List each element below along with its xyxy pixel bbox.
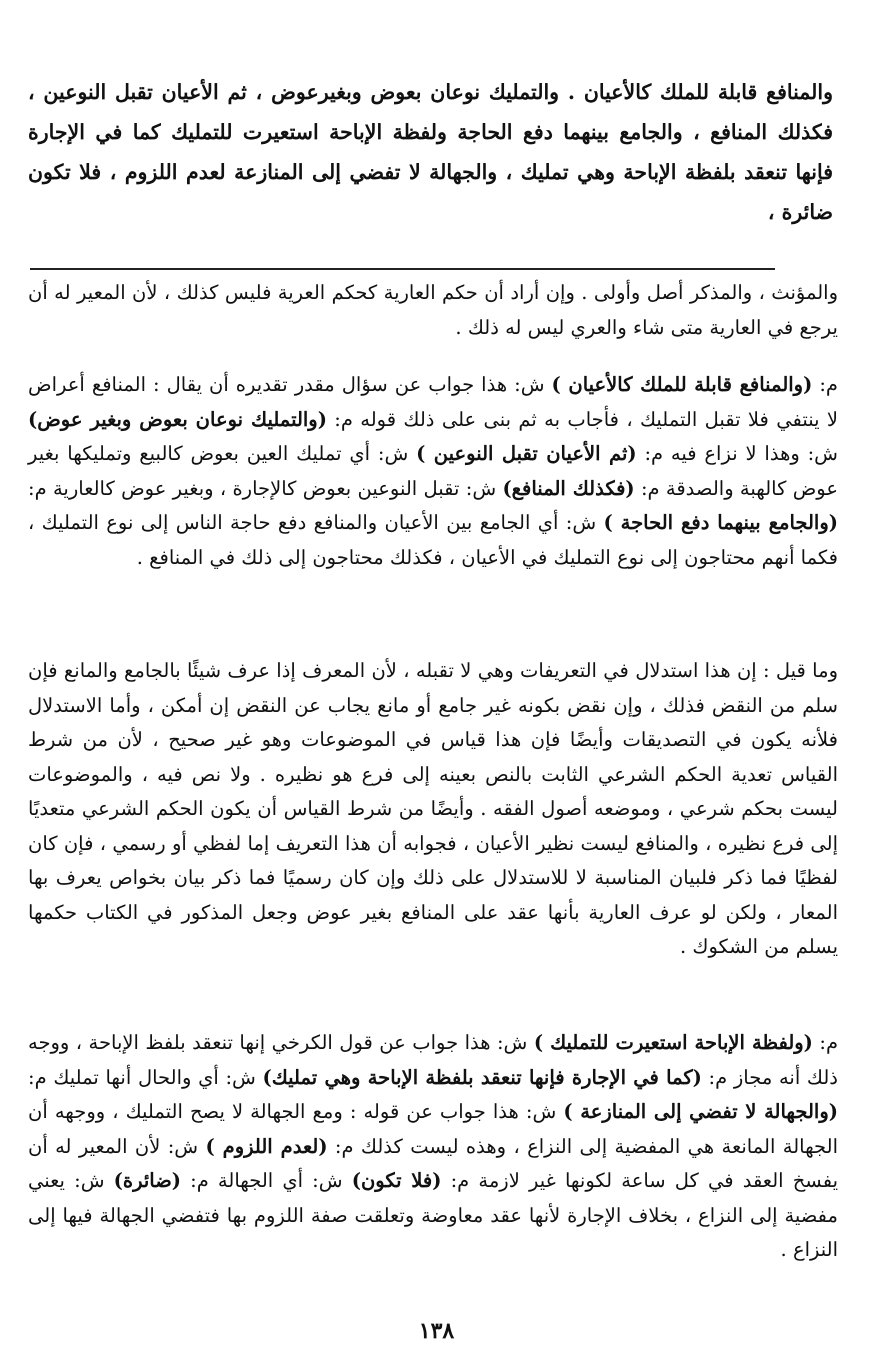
quoted-text: (لعدم اللزوم ) bbox=[205, 1134, 328, 1158]
quoted-text: (والجامع بينهما دفع الحاجة ) bbox=[603, 511, 838, 534]
commentary-text: ش: هذا جواب عن قول الكرخي إنها تنعقد بلفظ الإباحة ، ووجه ذلك أنه مجاز م: bbox=[28, 1031, 838, 1089]
commentary-paragraph-2 bbox=[28, 368, 838, 575]
commentary-text: ش: يعني مفضية إلى النزاع ، بخلاف الإجارة لأنها عقد معاوضة وتعلقت صفة اللزوم بها فتفضي الجهالة فيها إلى النزاع . bbox=[28, 1169, 838, 1261]
commentary-paragraph-1: والمؤنث ، والمذكر أصل وأولى . وإن أراد أن حكم العارية كحكم العرية فليس كذلك ، لأن المعير له أن يرجع في العارية متى شاء والعري ليس له ذلك . bbox=[28, 281, 838, 339]
quoted-text: (كما في الإجارة فإنها تنعقد بلفظة الإباحة وهي تمليك) bbox=[262, 1065, 702, 1089]
quoted-text: (فلا تكون) bbox=[351, 1169, 442, 1192]
commentary-marker: م: bbox=[812, 1031, 839, 1054]
commentary-text: ش: أي تمليك العين بعوض كالبيع وتمليكها بغير عوض كالهبة والصدقة م: bbox=[28, 442, 838, 500]
page-number: ١٣٨ bbox=[418, 1318, 455, 1344]
quoted-text: (فكذلك المنافع) bbox=[502, 476, 635, 500]
commentary-paragraph-3: وما قيل : إن هذا استدلال في التعريفات وهي لا تقبله ، لأن المعرف إذا عرف شيئًا بالجامع والمانع فإن سلم من النقض فذلك ، وإن نقض بكونه غير جامع أو مانع يجاب عن النقض إن أمكن ، وأما الاستدلال فلأنه يكون في التصديقات وأيضًا فإن هذا قياس في الموضوعات وهو غير صحيح ، لأن من شرط القياس تعدية الحكم الشرعي الثابت بالنص بعينه إلى فرع هو نظيره . ولا نص فيه ، والموضوعات ليست بحكم شرعي ، وموضعه أصول الفقه . وأيضًا من شرط القياس أن يكون الحكم الشرعي متعديًا إلى فرع نظيره ، والمنافع ليست نظير الأعيان ، فجوابه أن هذا التعريف إما لفظي أو رسمي ، فإن كان لفظيًا فما ذكر فلبيان المناسبة لا للاستدلال على ذلك وإن كان رسميًا فما ذكر بيان بخواص يعرف بها المعار ، ولكن لو عرف العارية بأنها عقد على المنافع بغير عوض وجعل المذكور في الكتاب حكمها يسلم من الشكوك . bbox=[28, 659, 838, 958]
quoted-text: (والمنافع قابلة للملك كالأعيان ) bbox=[551, 373, 813, 396]
commentary-text: ش: أي والحال أنها تمليك م: bbox=[28, 1065, 263, 1089]
quoted-text: (والتمليك نوعان بعوض وبغير عوض) bbox=[28, 407, 327, 431]
commentary-text: ش: وهذا لا نزاع فيه م: bbox=[636, 442, 838, 465]
quoted-text: (ولفظة الإباحة استعيرت للتمليك ) bbox=[533, 1031, 813, 1054]
commentary-text: ش: هذا جواب عن قوله : ومع الجهالة لا يصح التمليك ، ووجهه أن الجهالة المانعة هي المفضية إلى النزاع ، وهذه ليست كذلك م: bbox=[28, 1100, 839, 1158]
commentary-text: ش: تقبل النوعين بعوض كالإجارة ، وبغير عوض كالعارية م: bbox=[28, 476, 503, 500]
commentary-marker: م: bbox=[812, 373, 838, 396]
commentary-paragraph-4 bbox=[28, 1026, 838, 1268]
quoted-text: (والجهالة لا تفضي إلى المنازعة ) bbox=[563, 1100, 838, 1123]
commentary-text: ش: لأن المعير له أن يفسخ العقد في كل ساعة لكونها غير لازمة م: bbox=[28, 1134, 838, 1192]
main-text: والمنافع قابلة للملك كالأعيان . والتمليك نوعان بعوض وبغيرعوض ، ثم الأعيان تقبل النوعين ، فكذلك المنافع ، والجامع بينهما دفع الحاجة ولفظة الإباحة استعيرت للتمليك كما في الإجارة فإنها تنعقد بلفظة الإباحة وهي تمليك ، والجهالة لا تفضي إلى المنازعة لعدم اللزوم ، فلا تكون ضائرة ، bbox=[28, 80, 833, 224]
quoted-text: (ضائرة) bbox=[113, 1169, 181, 1192]
commentary-text: ش: أي الجامع بين الأعيان والمنافع دفع حاجة الناس إلى نوع التمليك ، فكما أنهم محتاجون إلى نوع التمليك في الأعيان ، فكذلك محتاجون إلى ذلك في المنافع . bbox=[28, 511, 838, 569]
commentary-text: ش: هذا جواب عن سؤال مقدر تقديره أن يقال : المنافع أعراض لا ينتفي فلا تقبل التمليك ، فأجاب به ثم بنى على ذلك قوله م: bbox=[28, 373, 838, 431]
footnote-divider bbox=[30, 268, 775, 270]
quoted-text: (ثم الأعيان تقبل النوعين ) bbox=[416, 442, 637, 465]
commentary-text: ش: أي الجهالة م: bbox=[181, 1169, 352, 1192]
